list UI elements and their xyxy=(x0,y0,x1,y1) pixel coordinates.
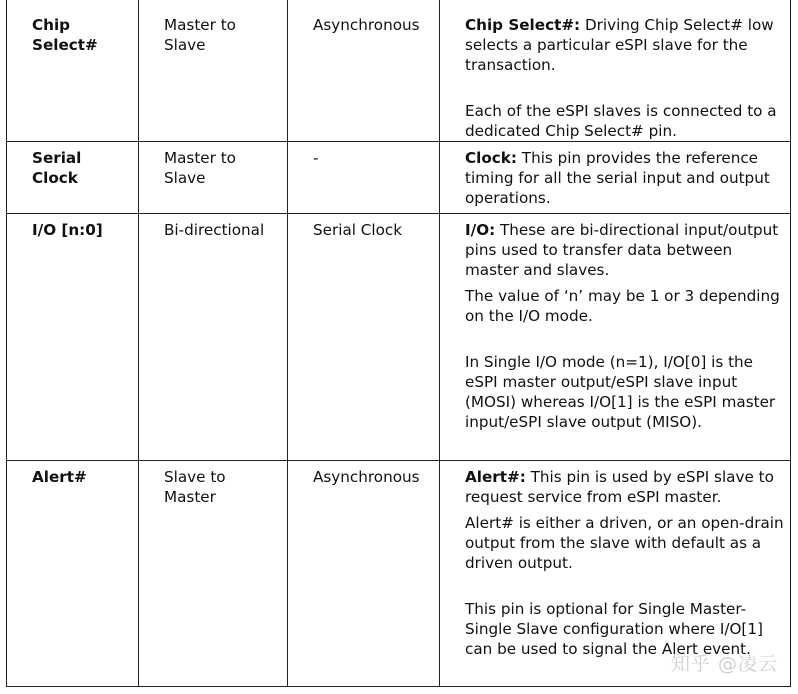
table-row xyxy=(7,0,791,142)
description-title: Alert#: xyxy=(465,468,526,486)
signal-timing: Serial Clock xyxy=(313,221,403,239)
description-text: The value of ‘n’ may be 1 or 3 depending on the I/O mode. xyxy=(465,287,780,325)
signal-timing: Asynchronous xyxy=(313,468,420,486)
description-text: In Single I/O mode (n=1), I/O[0] is the eSPI master output/eSPI slave input (MOSI) whereas I/O[1] is the eSPI master input/eSPI slave output (MISO). xyxy=(465,353,776,431)
description-text: Alert#: This pin is used by eSPI slave to request service from eSPI master. xyxy=(465,468,774,506)
description-title: I/O: xyxy=(465,221,496,239)
signal-timing: Asynchronous xyxy=(313,16,420,34)
signal-direction: Slave to Master xyxy=(164,468,226,506)
pin-description-table xyxy=(6,0,791,687)
description-title: Chip Select#: xyxy=(465,16,581,34)
signal-direction: Master to Slave xyxy=(164,16,236,54)
description-text: Each of the eSPI slaves is connected to a dedicated Chip Select# pin. xyxy=(465,102,777,140)
description-text: This pin is optional for Single Master-Single Slave configuration where I/O[1] can be used to signal the Alert event. xyxy=(465,600,763,658)
description-text: Alert# is either a driven, or an open-drain output from the slave with default as a driven output. xyxy=(465,514,784,572)
signal-direction: Master to Slave xyxy=(164,149,236,187)
description-text: I/O: These are bi-directional input/output pins used to transfer data between master and slaves. xyxy=(465,221,779,279)
signal-name: I/O [n:0] xyxy=(32,221,103,239)
signal-name: Alert# xyxy=(32,468,87,486)
description-text: Chip Select#: Driving Chip Select# low selects a particular eSPI slave for the transaction. xyxy=(465,16,774,74)
signal-direction: Bi-directional xyxy=(164,221,265,239)
description-title: Clock: xyxy=(465,149,517,167)
signal-name: Serial Clock xyxy=(32,149,82,187)
watermark: 知乎 @凌云 xyxy=(670,653,778,675)
signal-name: Chip Select# xyxy=(32,16,98,54)
signal-timing: - xyxy=(313,149,319,167)
table-row xyxy=(7,214,791,461)
description-text: Clock: This pin provides the reference timing for all the serial input and output operations. xyxy=(465,149,770,207)
table-row xyxy=(7,142,791,214)
